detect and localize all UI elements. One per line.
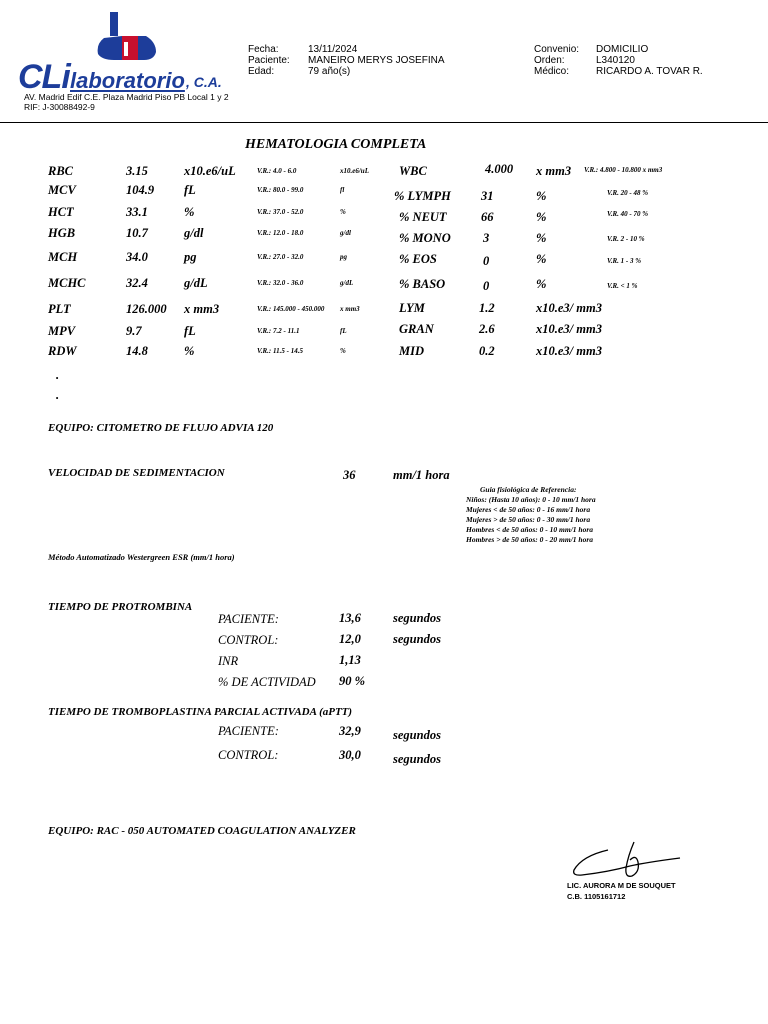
medico-label: Médico: xyxy=(534,66,570,77)
pt-row-label: PACIENTE: xyxy=(218,612,279,626)
hema-param-value: 32.4 xyxy=(126,276,148,290)
hema-param-ref-unit: % xyxy=(340,347,346,355)
hema-param-value: 1.2 xyxy=(479,301,495,315)
edad-label: Edad: xyxy=(248,66,275,77)
hema-param-ref: V.R.: 7.2 - 11.1 xyxy=(257,327,300,335)
dot-1: . xyxy=(56,368,60,382)
hema-param-ref-unit: pg xyxy=(340,253,347,261)
aptt-title: TIEMPO DE TROMBOPLASTINA PARCIAL ACTIVADA (aPTT) xyxy=(48,706,353,718)
equipo-hema: EQUIPO: CITOMETRO DE FLUJO ADVIA 120 xyxy=(48,422,274,434)
hema-param-ref: V.R.: 80.0 - 99.0 xyxy=(257,186,304,194)
hema-param-ref: V.R. < 1 % xyxy=(607,282,638,290)
vsg-guide-title: Guia fisiológica de Referencia: xyxy=(480,485,577,494)
hema-param-value: 9.7 xyxy=(126,324,142,338)
hema-param-name: MID xyxy=(399,344,425,358)
vsg-guide-item: Hombres > de 50 años: 0 - 20 mm/1 hora xyxy=(466,535,593,544)
hema-param-value: 2.6 xyxy=(479,322,495,336)
orden-value: L340120 xyxy=(596,55,635,66)
hema-param-value: 104.9 xyxy=(126,183,155,197)
logo-cli: CLi xyxy=(18,58,70,96)
hema-param-ref: V.R. 1 - 3 % xyxy=(607,257,642,265)
fecha-value: 13/11/2024 xyxy=(308,44,358,55)
hema-param-value: 10.7 xyxy=(126,226,148,240)
aptt-row-label: PACIENTE: xyxy=(218,724,279,738)
hema-param-ref: V.R. 20 - 48 % xyxy=(607,189,649,197)
medico-value: RICARDO A. TOVAR R. xyxy=(596,66,703,77)
orden-label: Orden: xyxy=(534,55,565,66)
hema-param-name: RBC xyxy=(48,164,74,178)
hema-param-unit: g/dl xyxy=(184,226,204,240)
vsg-guide-item: Mujeres > de 50 años: 0 - 30 mm/1 hora xyxy=(466,515,591,524)
hema-param-value: 31 xyxy=(481,189,494,203)
hema-param-value: 0 xyxy=(483,254,490,268)
hema-param-name: % BASO xyxy=(399,277,446,291)
hema-param-name: MPV xyxy=(48,324,76,338)
hema-param-name: MCH xyxy=(48,250,78,264)
hema-param-unit: % xyxy=(536,277,547,291)
hema-param-name: HGB xyxy=(48,226,76,240)
vsg-guide-item: Niños: (Hasta 10 años): 0 - 10 mm/1 hora xyxy=(466,495,596,504)
hema-param-value: 33.1 xyxy=(126,205,148,219)
pt-row-value: 13,6 xyxy=(339,611,361,625)
convenio-label: Convenio: xyxy=(534,44,580,55)
hema-param-unit: x10.e3/ mm3 xyxy=(536,301,602,315)
hema-param-value: 34.0 xyxy=(126,250,148,264)
hema-param-value: 3.15 xyxy=(126,164,148,178)
aptt-row-value: 32,9 xyxy=(339,724,361,738)
hema-param-ref: V.R.: 4.0 - 6.0 xyxy=(257,167,297,175)
hema-param-unit: fL xyxy=(184,324,196,338)
paciente-value: MANEIRO MERYS JOSEFINA xyxy=(308,55,445,66)
hema-param-unit: % xyxy=(184,205,195,219)
hema-param-ref-unit: g/dl xyxy=(340,229,351,237)
hema-param-ref-unit: g/dL xyxy=(340,279,354,287)
hema-param-unit: x10.e3/ mm3 xyxy=(536,322,602,336)
hema-title: HEMATOLOGIA COMPLETA xyxy=(245,137,427,152)
vsg-title: VELOCIDAD DE SEDIMENTACION xyxy=(48,467,225,479)
pt-row-label: CONTROL: xyxy=(218,633,279,647)
equipo-coag: EQUIPO: RAC - 050 AUTOMATED COAGULATION ANALYZER xyxy=(48,825,356,837)
hema-param-unit: % xyxy=(184,344,195,358)
vsg-method: Método Automatizado Westergreen ESR (mm/1 hora) xyxy=(48,552,235,562)
hema-param-ref: V.R. 2 - 10 % xyxy=(607,235,645,243)
hema-param-ref-unit: x mm3 xyxy=(340,305,360,313)
hema-param-value: 126.000 xyxy=(126,302,167,316)
hema-param-name: % MONO xyxy=(399,231,451,245)
hema-param-unit: % xyxy=(536,231,547,245)
hema-param-unit: pg xyxy=(184,250,197,264)
paciente-label: Paciente: xyxy=(248,55,290,66)
vsg-unit: mm/1 hora xyxy=(393,468,450,482)
hema-param-name: % EOS xyxy=(399,252,437,266)
hema-param-value: 3 xyxy=(483,231,490,245)
header-divider xyxy=(0,122,768,123)
fecha-label: Fecha: xyxy=(248,44,279,55)
hema-param-ref: V.R.: 12.0 - 18.0 xyxy=(257,229,304,237)
vsg-guide-item: Mujeres < de 50 años: 0 - 16 mm/1 hora xyxy=(466,505,591,514)
hema-param-name: LYM xyxy=(399,301,425,315)
pt-row-unit: segundos xyxy=(393,632,441,646)
hema-param-name: MCV xyxy=(48,183,76,197)
dot-2: . xyxy=(56,388,60,402)
signature-name: LIC. AURORA M DE SOUQUET xyxy=(567,881,676,890)
hema-param-unit: g/dL xyxy=(184,276,208,290)
aptt-row-unit: segundos xyxy=(393,752,441,766)
hema-param-ref: V.R.: 11.5 - 14.5 xyxy=(257,347,303,355)
lab-rif: RIF: J-30088492-9 xyxy=(24,102,95,112)
hema-param-name: HCT xyxy=(48,205,74,219)
hema-param-ref: V.R.: 4.800 - 10.800 x mm3 xyxy=(584,166,663,174)
logo-laboratorio: laboratorio xyxy=(70,68,185,93)
hema-param-name: GRAN xyxy=(399,322,434,336)
pt-row-value: 90 % xyxy=(339,674,366,688)
hema-param-unit: x10.e6/uL xyxy=(184,164,236,178)
flask-icon xyxy=(94,10,164,62)
hema-param-ref-unit: fL xyxy=(340,327,347,335)
pt-row-unit: segundos xyxy=(393,611,441,625)
hema-param-ref: V.R.: 37.0 - 52.0 xyxy=(257,208,304,216)
pt-title: TIEMPO DE PROTROMBINA xyxy=(48,601,193,613)
edad-value: 79 año(s) xyxy=(308,66,351,77)
hema-param-name: RDW xyxy=(48,344,77,358)
hema-param-ref-unit: x10.e6/uL xyxy=(340,167,369,175)
hema-param-unit: x mm3 xyxy=(536,164,572,178)
vsg-value: 36 xyxy=(343,468,356,482)
hema-param-value: 14.8 xyxy=(126,344,148,358)
hema-param-ref: V.R.: 27.0 - 32.0 xyxy=(257,253,304,261)
signature-image xyxy=(568,838,688,884)
hema-param-value: 4.000 xyxy=(485,162,514,176)
hema-param-ref-unit: % xyxy=(340,208,346,216)
hema-param-value: 0.2 xyxy=(479,344,495,358)
hema-param-unit: x10.e3/ mm3 xyxy=(536,344,602,358)
hema-param-unit: % xyxy=(536,252,547,266)
hema-param-ref: V.R.: 32.0 - 36.0 xyxy=(257,279,304,287)
hema-param-value: 66 xyxy=(481,210,494,224)
hema-param-name: % NEUT xyxy=(399,210,447,224)
pt-row-value: 12,0 xyxy=(339,632,361,646)
aptt-row-value: 30,0 xyxy=(339,748,361,762)
hema-param-unit: % xyxy=(536,189,547,203)
hema-param-ref: V.R. 40 - 70 % xyxy=(607,210,649,218)
hema-param-name: MCHC xyxy=(48,276,86,290)
lab-address: AV. Madrid Edif C.E. Plaza Madrid Piso PB Local 1 y 2 xyxy=(24,92,229,102)
lab-logo xyxy=(18,10,228,98)
pt-row-value: 1,13 xyxy=(339,653,361,667)
hema-param-ref-unit: fl xyxy=(340,186,345,194)
pt-row-label: % DE ACTIVIDAD xyxy=(218,675,316,689)
hema-param-name: WBC xyxy=(399,164,427,178)
hema-param-name: % LYMPH xyxy=(394,189,451,203)
aptt-row-unit: segundos xyxy=(393,728,441,742)
hema-param-ref: V.R.: 145.000 - 450.000 xyxy=(257,305,325,313)
logo-suffix: , C.A. xyxy=(186,74,222,90)
convenio-value: DOMICILIO xyxy=(596,44,649,55)
hema-param-value: 0 xyxy=(483,279,490,293)
aptt-row-label: CONTROL: xyxy=(218,748,279,762)
vsg-guide-item: Hombres < de 50 años: 0 - 10 mm/1 hora xyxy=(466,525,593,534)
pt-row-label: INR xyxy=(218,654,239,668)
signature-cb: C.B. 1105161712 xyxy=(567,892,626,901)
hema-param-unit: % xyxy=(536,210,547,224)
hema-param-unit: fL xyxy=(184,183,196,197)
hema-param-unit: x mm3 xyxy=(184,302,220,316)
hema-param-name: PLT xyxy=(48,302,71,316)
